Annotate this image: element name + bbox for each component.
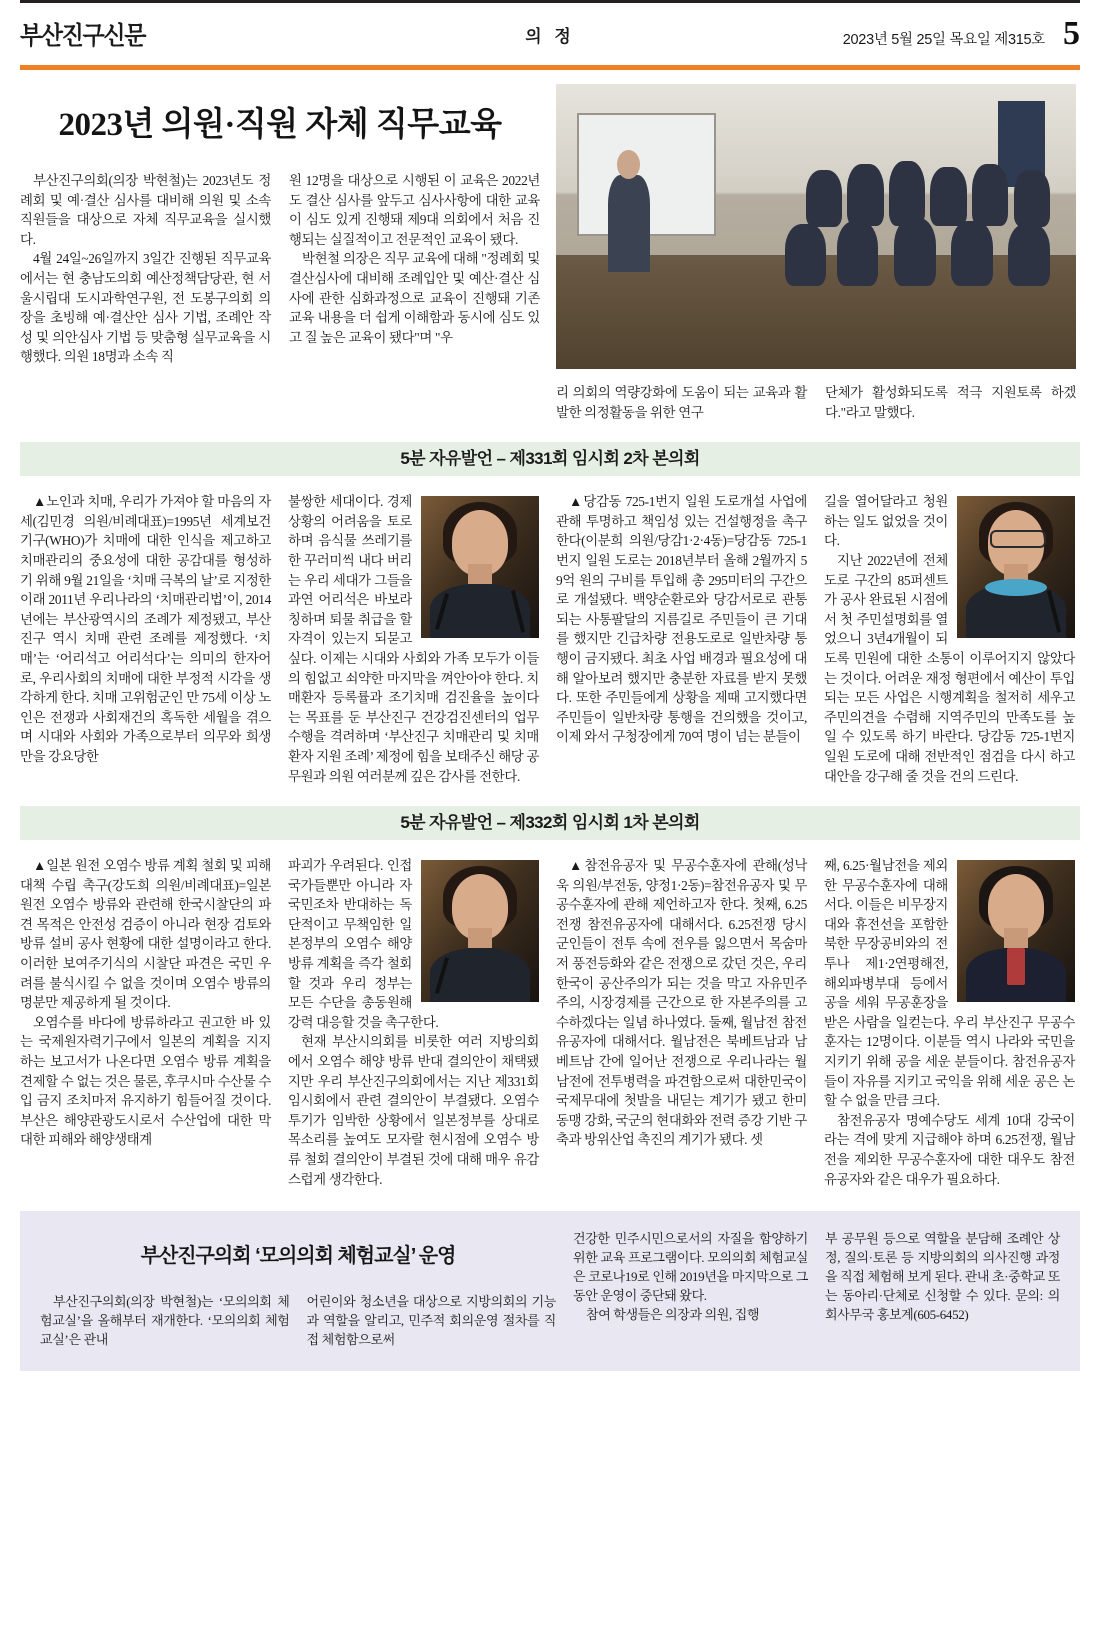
section1-column-3	[556, 492, 807, 786]
paragraph: 원 12명을 대상으로 시행된 이 교육은 2022년도 결산 심사를 앞두고 심사사항에 대한 교육이 심도 있게 진행돼 제9대 의회에서 처음 진행되는 실질적이고 전문적인 교육이 됐다.	[289, 173, 540, 247]
bottom-column-4	[825, 1229, 1060, 1349]
paragraph: 부산진구의회(의장 박현철)는 ‘모의의회 체험교실’을 올해부터 재개한다. ‘모의의회 체험교실’은 관내	[40, 1294, 290, 1348]
lead-columns	[20, 171, 540, 367]
paragraph: 참여 학생들은 의장과 의원, 집행	[586, 1307, 760, 1323]
paragraph: 지난 2022년에 전체 도로 구간의 85퍼센트가 공사 완료된 시점에서 첫 주민설명회를 열었으니 3년4개월이 되도록 민원에 대한 소통이 이루어지지 않았다는 것이다. 어려운 재정 형편에서 예산이 투입되는 모든 사업은 시행계획을 철저히 세우고 주민의견을 수렴해 지역주민의 만족도를 높일 수 있도록 하기 바란다. 당감동 725-1번지 일원 도로에 대해 전반적인 점검을 다시 하고 대안을 강구해 줄 것을 건의 드린다.	[824, 552, 1075, 784]
council-training-photo	[556, 84, 1076, 369]
paragraph: 어린이와 청소년을 대상으로 지방의회의 기능과 역할을 알리고, 민주적 회의운영 절차를 직접 체험함으로써	[306, 1294, 556, 1348]
portrait-photo-seong-nakuk	[957, 860, 1075, 1002]
paragraph: 오염수를 바다에 방류하라고 권고한 바 있는 국제원자력기구에서 일본의 계획을 지지하는 보고서가 나온다면 오염수 방류 계획을 견제할 수 없는 것은 물론, 후쿠시마 수산물 수입 금지 조치마저 유지하기 힘들어질 것이다. 부산은 해양관광도시로서 수산업에 대한 막대한 피해와 해양생태계	[20, 1014, 271, 1148]
paragraph: ▲참전유공자 및 무공수훈자에 관해(성낙욱 의원/부전동, 양정1·2동)=참전유공자 및 무공수훈자에 관해 제언하고자 한다. 첫째, 6.25전쟁 참전유공자에 대해서다. 6.25전쟁 당시 군인들이 전투 속에 전우를 잃으면서 목숨마저 풍전등화와 같은 전쟁으로 갔던 것은, 우리 한국이 공산주의가 되는 것을 막고 자유민주주의, 시장경제를 근간으로 한 자본주의를 고수하겠다는 일념 하나였다. 둘째, 월남전 참전유공자에 대해서다. 월남전은 북베트남과 남베트남 간에 일어난 전쟁으로 우리나라는 월남전에 전투병력을 파견함으로써 대한민국이 국제무대에 첫발을 내딛는 계기가 됐고 한미동맹 강화, 국군의 현대화와 전력 증강 기반 구축과 방위산업 촉진의 계기가 됐다. 셋	[556, 858, 807, 1148]
paragraph: 4월 24일~26일까지 3일간 진행된 직무교육에서는 현 충남도의회 예산정책담당관, 현 서울시립대 도시과학연구원, 전 도봉구의회 의장을 초빙해 예·결산안 심사 기법, 조례안 작성 및 의안심사 기법 등 맞춤형 실무교육을 시행했다. 의원 18명과 소속 직	[20, 251, 271, 365]
issue-date: 2023년 5월 25일 목요일 제315호	[842, 32, 1045, 48]
paragraph: 부 공무원 등으로 역할을 분담해 조례안 상정, 질의·토론 등 지방의회의 의사진행 과정을 직접 체험해 보게 된다. 관내 초·중학교 또는 동아리·단체로 신청할 수 있다. 문의: 의회사무국 홍보계(605-6452)	[825, 1231, 1060, 1323]
bottom-column-2	[307, 1292, 557, 1349]
paragraph: 파괴가 우려된다. 인접 국가들뿐만 아니라 자국민조차 반대하는 독단적이고 무책임한 일본정부의 오염수 해양 방류 계획을 즉각 철회할 것과 우리 정부는 모든 수단을 총동원해 강력 대응할 것을 촉구한다.	[288, 858, 439, 1030]
masthead-accent-rule	[20, 65, 1080, 70]
section1-column-2	[288, 492, 539, 786]
section1-column-1	[20, 492, 271, 786]
section1-columns	[20, 492, 1080, 786]
section2-column-4	[824, 856, 1075, 1189]
section2-column-2	[288, 856, 539, 1189]
paragraph: 부산진구의회(의장 박현철)는 2023년도 정례회 및 예·결산 심사를 대비해 의원 및 소속 직원들을 대상으로 자체 직무교육을 실시했다.	[20, 173, 271, 247]
lead-column-2	[289, 171, 540, 367]
section-band-331: 5분 자유발언 – 제331회 임시회 2차 본의회	[20, 442, 1080, 476]
section2-columns	[20, 856, 1080, 1189]
paragraph: 현재 부산시의회를 비롯한 여러 지방의회에서 오염수 해양 방류 반대 결의안이 채택됐지만 우리 부산진구의회에서는 지난 제331회 임시회에서 관련 결의안이 부결됐다. 오염수 투기가 임박한 상황에서 일본정부를 상대로 목소리를 높여도 모자랄 현시점에 오염수 방류 철회 결의안이 부결된 것에 대해 매우 유감스럽게 생각한다.	[288, 1034, 539, 1187]
bottom-column-1	[40, 1292, 290, 1349]
paragraph: 리 의회의 역량강화에 도움이 되는 교육과 활발한 의정활동을 위한 연구	[556, 385, 807, 420]
paragraph: 째, 6.25·월남전을 제외한 무공수훈자에 대해서다. 이들은 비무장지대와 휴전선을 포함한 북한 무장공비와의 전투나 제1·2연평해전, 해외파병부대 등에서 공을 세워 무공훈장을 받은 사람을 일컫는다. 우리 부산진구 무공수훈자는 12명이다. 이분들 역시 나라와 국민을 지키기 위해 공을 세운 분들이다. 참전유공자들이 자유를 지키고 국익을 위해 세운 공은 논할 수 없을 만큼 크다.	[824, 858, 1075, 1109]
lead-article-left	[20, 84, 540, 422]
lead-article	[20, 84, 1080, 422]
lead-columns-under-photo	[556, 383, 1076, 422]
paragraph: 길을 열어달라고 청원하는 일도 없었을 것이다.	[824, 494, 948, 549]
paragraph: 불쌍한 세대이다. 경제상황의 어려움을 토로하며 음식물 쓰레기를 한 꾸러미씩 내다 버리는 우리 세대가 그들을 과연 어리석은 바보라 칭하며 퇴물 취급을 할 자격이 있는지 되묻고 싶다. 이제는 시대와 사회와 가족 모두가 이들의 힘없고 쇠약한 마지막을 껴안아야 한다. 치매환자 등록률과 조기치매 검진율을 높이다는 목표를 둔 부산진구 건강검진센터의 업무수행을 격려하며 ‘부산진구 치매관리 및 치매환자 지원 조례’ 제정에 힘을 보태주신 해당 공무원과 의원 여러분께 깊은 감사를 전한다.	[288, 494, 539, 784]
masthead	[20, 0, 1080, 65]
mock-council-article	[20, 1211, 1080, 1371]
mock-council-left	[40, 1229, 556, 1349]
paragraph: 건강한 민주시민으로서의 자질을 함양하기 위한 교육 프로그램이다. 모의의회 체험교실은 코로나19로 인해 2019년을 마지막으로 그동안 운영이 중단돼 왔다.	[573, 1231, 808, 1304]
mock-council-left-columns	[40, 1292, 556, 1349]
section2-column-1	[20, 856, 271, 1189]
lead-column-3	[556, 383, 807, 422]
speaker-person	[608, 175, 650, 272]
paragraph: ▲일본 원전 오염수 방류 계획 철회 및 피해 대책 수립 촉구(강도희 의원/비례대표)=일본 원전 오염수 방류와 관련해 한국시찰단의 파견 목적은 안전성 검증이 아니라 현장 검토와 방류 설비 공사 현황에 대한 설명이라고 한다. 이러한 보여주기식의 시찰단 파견은 국민 우려를 불식시킬 수 없을 것이며 오염수 방류의 명분만 제공하게 될 것이다.	[20, 858, 271, 1011]
bottom-column-3	[573, 1229, 808, 1349]
lead-column-4	[825, 383, 1076, 422]
section2-column-3	[556, 856, 807, 1189]
portrait-photo-kang-dohui	[421, 860, 539, 1002]
portrait-photo-kim-mingyeong	[421, 496, 539, 638]
paragraph: ▲노인과 치매, 우리가 가져야 할 마음의 자세(김민경 의원/비례대표)=1995년 세계보건기구(WHO)가 치매에 대한 인식을 제고하고 치매관리의 중요성에 대한 공감대를 형성하기 위해 9월 21일을 ‘치매 극복의 날’로 지정한 이래 2011년 우리나라의 ‘치매관리법’이, 2014년에는 부산광역시의 조례가 제정됐고, 부산진구 역시 치매 관련 조례를 제정했다. ‘치매’는 ‘어리석고 어리석다’는 의미의 한자어로, 우리사회의 치매에 대한 부정적 시각을 생각하게 한다. 치매 고위험군인 만 75세 이상 노인은 전쟁과 사회재건의 혹독한 세월을 겪으며 시대와 사회와 가족으로부터 의무와 희생만을 강요당한	[20, 494, 271, 764]
portrait-photo-lee-bunhui	[957, 496, 1075, 638]
lead-article-right	[556, 84, 1076, 422]
newspaper-logo: 부산진구신문	[20, 22, 146, 50]
mock-council-title: 부산진구의회 ‘모의의회 체험교실’ 운영	[140, 1245, 456, 1268]
section-title: 의 정	[525, 26, 575, 46]
section1-column-4	[824, 492, 1075, 786]
paragraph: ▲당감동 725-1번지 일원 도로개설 사업에 관해 투명하고 책임성 있는 건설행정을 촉구한다(이분희 의원/당감1·2·4동)=당감동 725-1번지 일원 도로는 2018년부터 올해 2월까지 59억 원의 구비를 투입해 총 295미터의 구간으로 개설됐다. 백양순환로와 당감서로로 관통되는 사통팔달의 지름길로 주민들이 큰 기대를 했지만 긴급차량 전용도로로 일반차량 통행이 금지됐다. 최초 사업 배경과 필요성에 대해 알아보려 했지만 충분한 자료를 받지 못했다. 또한 주민들에게 상황을 제때 고지했다면 주민들이 일반차량 통행을 건의했을 것이고, 이제 와서 구청장에게 70여 명이 넘는 분들이	[556, 494, 807, 745]
page-number: 5	[1063, 15, 1080, 52]
section-band-332: 5분 자유발언 – 제332회 임시회 1차 본의회	[20, 806, 1080, 840]
paragraph: 참전유공자 명예수당도 세계 10대 강국이라는 격에 맞게 지급해야 하며 6.25전쟁, 월남전을 제외한 무공수훈자에 대한 대우도 참전유공자와 같은 대우가 필요하다.	[824, 1112, 1075, 1187]
paragraph: 단체가 활성화되도록 적극 지원토록 하겠다."라고 말했다.	[825, 385, 1076, 420]
paragraph: 박현철 의장은 직무 교육에 대해 "정례회 및 결산심사에 대비해 조례입안 및 예산·결산 심사에 관한 심화과정으로 교육이 진행돼 기존 교육 내용을 더 쉽게 이해함과 동시에 심도 있고 질 높은 교육이 됐다"며 "우	[289, 251, 540, 345]
lead-headline: 2023년 의원·직원 자체 직무교육	[58, 107, 502, 143]
lead-column-1	[20, 171, 271, 367]
